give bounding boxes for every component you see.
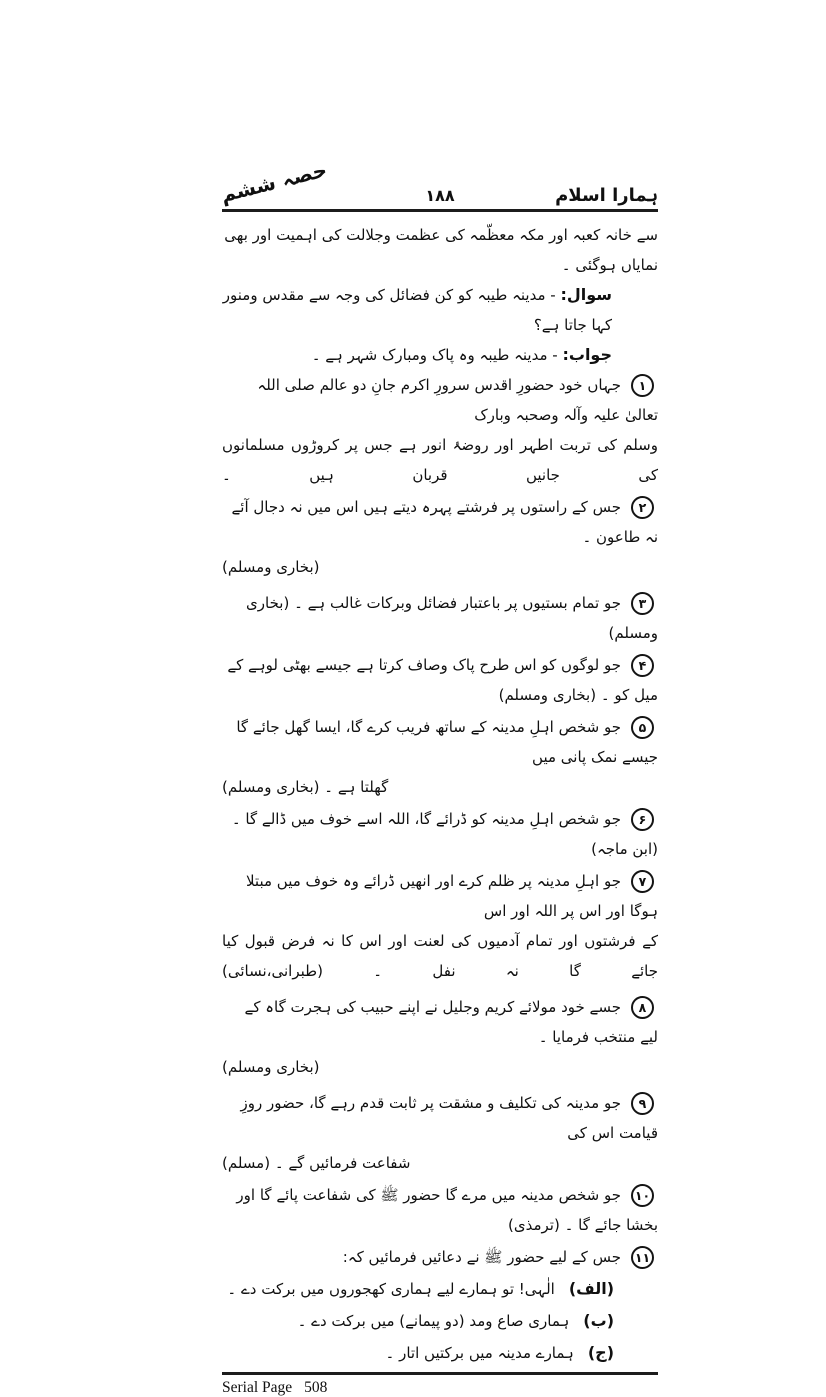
serial-page-label: Serial Page [222,1379,293,1396]
list-item [222,1088,658,1178]
question-label: سوال: [560,285,612,304]
item-line: جس کے راستوں پر فرشتے پہرہ دیتے ہیں اس میں نہ دجال آئے نہ طاعون ۔ [231,498,658,546]
item-number-badge: ۱۱ [631,1246,654,1269]
item-number-badge: ۱ [631,374,654,397]
question-text: - مدینہ طیبہ کو کن فضائل کی وجہ سے مقدس ومنور کہا جاتا ہے؟ [222,286,612,334]
item-line: جو لوگوں کو اس طرح پاک وصاف کرتا ہے جیسے بھٹی لوہے کے میل کو ۔ (بخاری ومسلم) [227,656,658,704]
page-header [218,157,658,212]
item-line: وسلم کی تربت اطہر اور روضۂ انور ہے جس پر کروڑوں مسلمانوں کی جانیں قربان ہیں ۔ [222,436,658,484]
list-item [222,866,658,986]
prayer-text: ہمارے مدینہ میں برکتیں اتار ۔ [385,1344,574,1362]
item-line: جو اہلِ مدینہ پر ظلم کرے اور انھیں ڈرائے وہ خوف میں مبتلا ہوگا اور اس پر اللہ اور اس [245,872,658,920]
item-line: جو شخص مدینہ میں مرے گا حضور ﷺ کی شفاعت پائے گا اور بخشا جائے گا ۔ (ترمذی) [236,1186,658,1234]
item-number-badge: ۶ [631,808,654,831]
item-line: جو شخص اہلِ مدینہ کو ڈرائے گا، اللہ اسے خوف میں ڈالے گا ۔ (ابن ماجہ) [231,810,658,858]
item-line: جس کے لیے حضور ﷺ نے دعائیں فرمائیں کہ: [342,1248,621,1266]
list-item [222,1242,658,1272]
page-number: ۱۸۸ [425,186,455,205]
item-line: کے فرشتوں اور تمام آدمیوں کی لعنت اور اس کا نہ فرض قبول کیا جائے گا نہ نفل ۔ (طبرانی،نسائی) [222,932,658,980]
item-number-badge: ۴ [631,654,654,677]
item-number-badge: ۳ [631,592,654,615]
item-citation: گھلتا ہے ۔ (بخاری ومسلم) [222,778,389,796]
list-item [222,492,658,582]
prayer-label: (الف) [568,1279,614,1298]
prayer-item [222,1306,658,1336]
serial-page-number: 508 [304,1379,328,1396]
list-item [222,370,658,490]
book-title: ہمارا اسلام [555,185,658,206]
book-page [218,157,658,1397]
prayer-list [222,1274,658,1368]
item-line: جہاں خود حضورِ اقدس سرورِ اکرم جانِ دو عالم صلی اللہ تعالیٰ علیہ وآلہ وصحبہ وبارک [257,376,658,424]
item-line: جسے خود مولائے کریم وجلیل نے اپنے حبیب کی ہجرت گاہ کے لیے منتخب فرمایا ۔ [244,998,658,1046]
item-number-badge: ۲ [631,496,654,519]
prayer-label: (ب) [583,1311,614,1330]
page-body [222,212,658,1368]
item-number-badge: ۸ [631,996,654,1019]
item-line: جو تمام بستیوں پر باعتبار فضائل وبرکات غالب ہے ۔ (بخاری ومسلم) [246,594,658,642]
item-line: جو شخص اہلِ مدینہ کے ساتھ فریب کرے گا، ایسا گھل جائے گا جیسے نمک پانی میں [236,718,658,766]
item-number-badge: ۵ [631,716,654,739]
item-number-badge: ۹ [631,1092,654,1115]
prayer-text: ہماری صاع ومد (دو پیمانے) میں برکت دے ۔ [297,1312,570,1330]
intro-paragraph: سے خانہ کعبہ اور مکہ معظّمہ کی عظمت وجلالت کی اہمیت اور بھی نمایاں ہوگئی ۔ [224,226,658,274]
prayer-text: الٰہی! تو ہمارے لیے ہماری کھجوروں میں برکت دے ۔ [227,1280,555,1298]
item-citation: (بخاری ومسلم) [222,558,320,576]
item-citation: شفاعت فرمائیں گے ۔ (مسلم) [222,1154,411,1172]
answer-line [222,340,658,370]
list-item [222,804,658,864]
answer-label: جواب: [562,345,612,364]
prayer-item [222,1338,658,1368]
item-citation: (بخاری ومسلم) [222,1058,320,1076]
section-title: حصہ ششم [218,157,330,207]
list-item [222,1180,658,1240]
list-item [222,588,658,648]
item-number-badge: ۱۰ [631,1184,654,1207]
answer-text: - مدینہ طیبہ وہ پاک ومبارک شہر ہے ۔ [311,346,558,364]
list-item [222,650,658,710]
item-number-badge: ۷ [631,870,654,893]
prayer-item [222,1274,658,1304]
list-item [222,992,658,1082]
item-line: جو مدینہ کی تکلیف و مشقت پر ثابت قدم رہے گا، حضور روزِ قیامت اس کی [240,1094,658,1142]
list-item [222,712,658,802]
hadith-list [222,370,658,1272]
prayer-label: (ج) [587,1343,614,1362]
page-footer [222,1372,658,1397]
question-line [222,280,658,340]
